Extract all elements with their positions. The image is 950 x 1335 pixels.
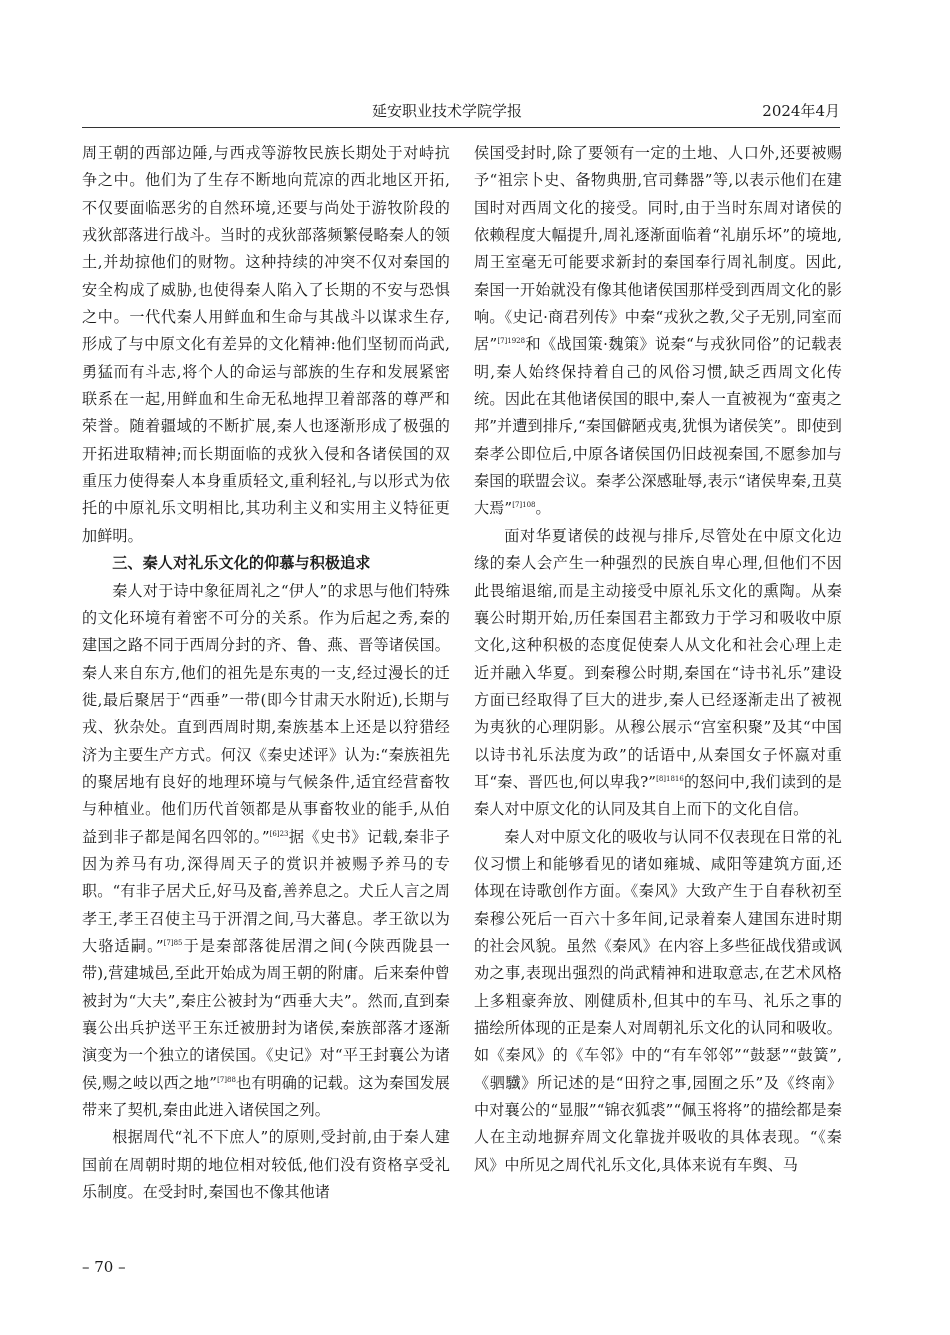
citation: [8]1816 bbox=[656, 774, 684, 783]
left-column bbox=[82, 140, 450, 1206]
paragraph-continuation bbox=[474, 140, 842, 523]
text-run: 侯国受封时,除了要领有一定的土地、人口外,还要被赐予“祖宗卜史、备物典册,官司彝器”等,以表示他们在建国时对西周文化的接受。同时,由于当时东周对诸侯的依赖程度大幅提升,周礼逐渐面临着“礼崩乐坏”的境地,周王室毫无可能要求新封的秦国奉行周礼制度。因此,秦国一开始就没有像其他诸侯国那样受到西周文化的影响。《史记·商君列传》中秦“戎狄之教,父子无别,同室而居” bbox=[474, 144, 842, 354]
citation: [7]1928 bbox=[497, 337, 526, 346]
text-run: 于是秦部落徙居渭之间(今陕西陇县一带),营建城邑,至此开始成为周王朝的附庸。后来秦仲曾被封为“大夫”,秦庄公被封为“西垂大夫”。然而,直到秦襄公出兵护送平王东迁被册封为诸侯,秦族部落才逐渐演变为一个独立的诸侯国。《史记》对“平王封襄公为诸侯,赐之岐以西之地” bbox=[82, 936, 450, 1092]
paragraph bbox=[82, 578, 450, 1125]
text-run: 秦人对于诗中象征周礼之“伊人”的求思与他们特殊的文化环境有着密不可分的关系。作为后起之秀,秦的建国之路不同于西周分封的齐、鲁、燕、晋等诸侯国。秦人来自东方,他们的祖先是东夷的一支,经过漫长的迁徙,最后聚居于“西垂”一带(即今甘肃天水附近),长期与戎、狄杂处。直到西周时期,秦族基本上还是以狩猎经济为主要生产方式。何汉《秦史述评》认为:“秦族祖先的聚居地有良好的地理环境与气候条件,适宜经营畜牧与种植业。他们历代首领都是从事畜牧业的能手,从伯益到非子都是闻名四邻的。” bbox=[82, 581, 450, 846]
issue-date: 2024年4月 bbox=[762, 102, 840, 120]
paragraph: 秦人对中原文化的吸收与认同不仅表现在日常的礼仪习惯上和能够看见的诸如雍城、咸阳等建筑方面,还体现在诗歌创作方面。《秦风》大致产生于自春秋初至秦穆公死后一百六十多年间,记录着秦人建国东进时期的社会风貌。虽然《秦风》在内容上多些征战伐猎或讽劝之事,表现出强烈的尚武精神和进取意志,在艺术风格上多粗豪奔放、刚健质朴,但其中的车马、礼乐之事的描绘所体现的正是秦人对周朝礼乐文化的认同和吸收。如《秦风》的《车邻》中的“有车邻邻”“鼓瑟”“鼓簧”,《驷驖》所记述的是“田狩之事,园囿之乐”及《终南》中对襄公的“显服”“锦衣狐裘”“佩玉将将”的描绘都是秦人在主动地摒弃周文化靠拢并吸收的具体表现。“《秦风》中所见之周代礼乐文化,具体来说有车舆、马 bbox=[474, 827, 842, 1174]
paragraph bbox=[474, 523, 842, 824]
text-run: 面对华夏诸侯的歧视与排斥,尽管处在中原文化边缘的秦人会产生一种强烈的民族自卑心理,但他们不因此畏缩退缩,而是主动接受中原礼乐文化的熏陶。从秦襄公时期开始,历任秦国君主都致力于学习和吸收中原文化,这种积极的态度促使秦人从文化和社会心理上走近并融入华夏。到秦穆公时期,秦国在“诗书礼乐”建设方面已经取得了巨大的进步,秦人已经逐渐走出了被视为夷狄的心理阴影。从穆公展示“宫室积聚”及其“中国以诗书礼乐法度为政”的话语中,从秦国女子怀嬴对重耳“秦、晋匹也,何以卑我?” bbox=[474, 526, 842, 791]
text-run: 的怒问中,我们读到的是秦人对中原文化的认同及其自上而下的文化自信。 bbox=[474, 772, 842, 819]
citation: [7]108 bbox=[512, 501, 536, 510]
text-run: 。 bbox=[535, 499, 551, 518]
section-heading: 三、秦人对礼乐文化的仰慕与积极追求 bbox=[112, 554, 371, 573]
paragraph-continuation: 周王朝的西部边陲,与西戎等游牧民族长期处于对峙抗争之中。他们为了生存不断地向荒凉的西北地区开拓,不仅要面临恶劣的自然环境,还要与尚处于游牧阶段的戎狄部落进行战斗。当时的戎狄部落频繁侵略秦人的领土,并劫掠他们的财物。这种持续的冲突不仅对秦国的安全构成了威胁,也使得秦人陷入了长期的不安与恐惧之中。一代代秦人用鲜血和生命与其战斗以谋求生存,形成了与中原文化有差异的文化精神:他们坚韧而尚武,勇猛而有斗志,将个人的命运与部族的生存和发展紧密联系在一起,用鲜血和生命无私地捍卫着部落的尊严和荣誉。随着疆域的不断扩展,秦人也逐渐形成了极强的开拓进取精神;而长期面临的戎狄入侵和各诸侯国的双重压力使得秦人本身重质轻文,重利轻礼,与以形式为依托的中原礼乐文明相比,其功利主义和实用主义特征更加鲜明。 bbox=[82, 144, 450, 545]
citation: [7]85 bbox=[163, 938, 183, 947]
header-rule bbox=[82, 127, 840, 128]
text-run: 和《战国策·魏策》说秦“与戎狄同俗”的记载表明,秦人始终保持着自己的风俗习惯,缺乏西周文化传统。因此在其他诸侯国的眼中,秦人一直被视为“蛮夷之邦”并遭到排斥,“秦国僻陋戎夷,犹惧为诸侯笑”。即使到秦孝公即位后,中原各诸侯国仍旧歧视秦国,不愿参加与秦国的联盟会议。秦孝公深感耻辱,表示“诸侯卑秦,丑莫大焉” bbox=[474, 335, 842, 518]
citation: [7]88 bbox=[217, 1075, 236, 1084]
running-header bbox=[82, 100, 840, 124]
right-column bbox=[474, 140, 842, 1179]
citation: [6]23 bbox=[269, 829, 289, 838]
text-run: 也有明确的记载。这为秦国发展带来了契机,秦由此进入诸侯国之列。 bbox=[82, 1073, 450, 1120]
paragraph: 根据周代“礼不下庶人”的原则,受封前,由于秦人建国前在周朝时期的地位相对较低,他们没有资格享受礼乐制度。在受封时,秦国也不像其他诸 bbox=[82, 1128, 450, 1202]
journal-title: 延安职业技术学院学报 bbox=[372, 102, 523, 120]
text-run: 据《史书》记载,秦非子因为养马有功,深得周天子的赏识并被赐予养马的专职。“有非子居犬丘,好马及畜,善养息之。犬丘人言之周孝王,孝王召使主马于汧渭之间,马大蕃息。孝王欲以为大骆适嗣。” bbox=[82, 827, 450, 955]
page-number: – 70 – bbox=[82, 1258, 126, 1276]
